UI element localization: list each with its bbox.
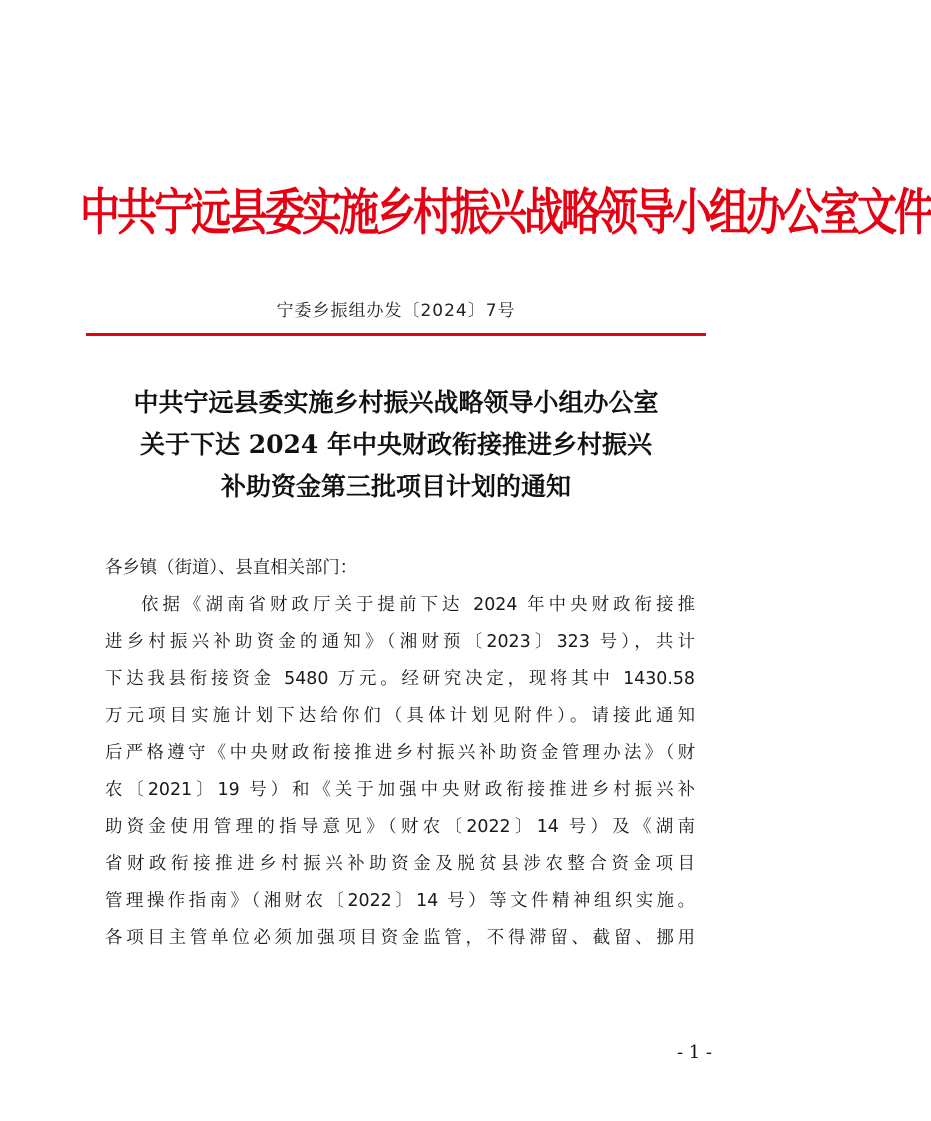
notice-title-line: 补助资金第三批项目计划的通知 xyxy=(220,472,571,501)
body-line: 依据《湖南省财政厅关于提前下达 2024 年中央财政衔接推 xyxy=(141,595,695,615)
body-line: 农〔2021〕19 号）和《关于加强中央财政衔接推进乡村振兴补 xyxy=(105,780,695,800)
body-line: 省财政衔接推进乡村振兴补助资金及脱贫县涉农整合资金项目 xyxy=(105,854,695,874)
red-divider-rule xyxy=(86,333,706,336)
page-number: - 1 - xyxy=(676,1042,712,1063)
notice-title-line: 中共宁远县委实施乡村振兴战略领导小组办公室 xyxy=(133,388,659,417)
body-line: 下达我县衔接资金 5480 万元。经研究决定，现将其中 1430.58 xyxy=(105,669,695,689)
body-line: 各项目主管单位必须加强项目资金监管，不得滞留、截留、挪用 xyxy=(105,928,695,948)
body-line: 管理操作指南》（湘财农〔2022〕14 号）等文件精神组织实施。 xyxy=(105,891,695,911)
body-line: 助资金使用管理的指导意见》（财农〔2022〕14 号）及《湖南 xyxy=(105,817,695,837)
notice-body xyxy=(105,550,695,957)
body-line: 后严格遵守《中央财政衔接推进乡村振兴补助资金管理办法》（财 xyxy=(105,743,695,763)
salutation: 各乡镇（街道）、县直相关部门： xyxy=(105,558,358,578)
notice-title-line: 关于下达 2024 年中央财政衔接推进乡村振兴 xyxy=(140,430,652,459)
document-number: 宁委乡振组办发〔2024〕7号 xyxy=(276,301,516,321)
notice-title xyxy=(86,382,706,508)
body-line: 进乡村振兴补助资金的通知》（湘财预〔2023〕323 号），共计 xyxy=(105,632,695,652)
document-header-title: 中共宁远县委实施乡村振兴战略领导小组办公室文件 xyxy=(80,183,931,242)
body-line: 万元项目实施计划下达给你们（具体计划见附件）。请接此通知 xyxy=(105,706,695,726)
